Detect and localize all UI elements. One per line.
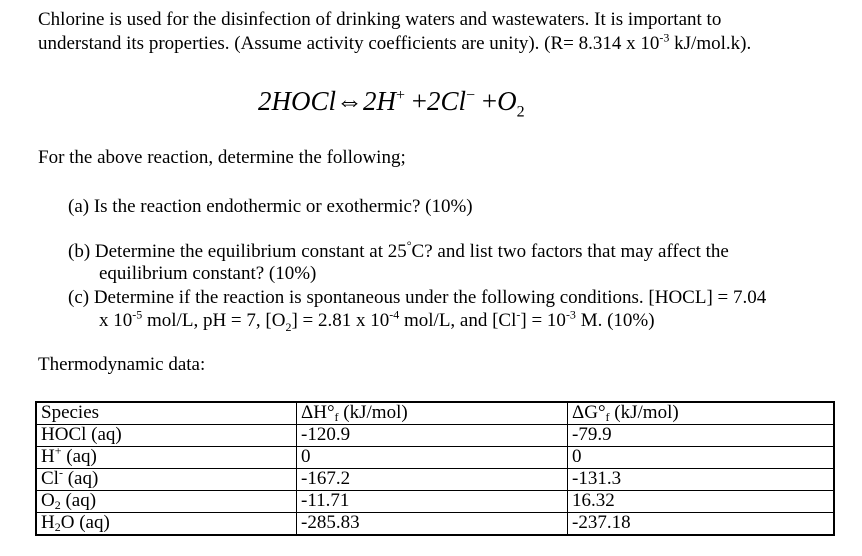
question-c-line-2 [99,307,655,334]
c2-part-f: M. (10%) [575,310,655,331]
c2-exp-c: -4 [389,307,400,322]
header-dg-symbol: ΔG° [572,402,606,423]
c2-exp-d: - [516,307,521,322]
enthalpy-cell: 0 [297,447,568,469]
equilibrium-arrow: ⇔ [336,86,364,116]
c2-exp-a: -5 [132,307,143,322]
table-row [36,425,834,447]
species-cell [36,491,297,513]
species-charge: + [54,443,62,458]
header-dg-sub: f [605,410,610,424]
header-gibbs [568,402,835,425]
table-row [36,447,834,469]
intro-text-1: Chlorine is used for the disinfection of drinking waters and wastewaters. It is important to [38,9,722,30]
r-exponent: -3 [659,30,670,45]
thermo-data-table [35,401,835,536]
gibbs-cell: 16.32 [568,491,835,513]
eq-plus-2: + [475,86,498,116]
species-base: H [41,512,55,533]
species-cell [36,513,297,536]
eq-o-subscript: 2 [516,103,525,121]
reaction-equation [258,86,525,121]
eq-cl-charge: − [466,87,476,104]
enthalpy-cell: -285.83 [297,513,568,536]
gibbs-cell: -79.9 [568,425,835,447]
question-a: (a) Is the reaction endothermic or exothermic? (10%) [68,196,473,217]
header-enthalpy [297,402,568,425]
enthalpy-cell: -120.9 [297,425,568,447]
table-header-row [36,402,834,425]
eq-h-charge: + [396,87,406,104]
eq-product-cl: 2Cl [427,86,467,116]
gibbs-cell: 0 [568,447,835,469]
c2-part-b: mol/L, pH = 7, [O [142,310,286,331]
eq-plus-1: + [405,86,428,116]
question-b-line-1 [68,238,729,263]
degree-symbol: ° [406,238,412,253]
species-cell [36,465,297,491]
question-b-line-2: equilibrium constant? (10%) [99,263,317,284]
header-species: Species [36,402,297,425]
species-charge: - [58,465,63,480]
species-phase: (aq) [62,468,99,489]
eq-product-o: O [497,86,517,116]
c2-part-c: ] = 2.81 x 10 [291,310,390,331]
c2-part-a: x 10 [99,310,133,331]
intro-line-2 [38,30,752,55]
species-base: Cl [41,468,59,489]
eq-reactant: 2HOCl [258,86,337,116]
c2-exp-e: -3 [565,307,576,322]
table-row [36,491,834,513]
eq-product-h: 2H [363,86,397,116]
gibbs-cell: -237.18 [568,513,835,536]
species-subscript: 2 [54,520,61,534]
gibbs-cell: -131.3 [568,469,835,491]
header-dh-unit: (kJ/mol) [338,402,408,423]
species-base: O [41,490,55,511]
c2-sub-b: 2 [285,319,292,334]
c2-part-e: ] = 10 [520,310,566,331]
thermo-data-label: Thermodynamic data: [38,354,206,375]
species-cell: HOCl (aq) [36,425,297,447]
species-base: H [41,446,55,467]
question-b-text-end: C? and list two factors that may affect the [411,241,729,262]
header-dh-sub: f [334,410,339,424]
question-c-line-1: (c) Determine if the reaction is spontaneous under the following conditions. [HOCL] = 7.04 [68,287,767,308]
question-b-text: (b) Determine the equilibrium constant at 25 [68,241,407,262]
header-dh-symbol: ΔH° [301,402,335,423]
table-row [36,513,834,536]
intro-line-1 [38,9,721,31]
question-prompt: For the above reaction, determine the following; [38,147,406,168]
table-row [36,469,834,491]
c2-part-d: mol/L, and [Cl [399,310,517,331]
species-phase: (aq) [60,490,97,511]
header-dg-unit: (kJ/mol) [609,402,679,423]
species-phase: O (aq) [60,512,110,533]
species-cell [36,443,297,469]
intro-text-2-end: kJ/mol.k). [669,33,752,54]
intro-text-2: understand its properties. (Assume activity coefficients are unity). (R= 8.314 x 10 [38,33,660,54]
enthalpy-cell: -11.71 [297,491,568,513]
species-phase: (aq) [61,446,97,467]
species-subscript: 2 [54,498,61,512]
enthalpy-cell: -167.2 [297,469,568,491]
